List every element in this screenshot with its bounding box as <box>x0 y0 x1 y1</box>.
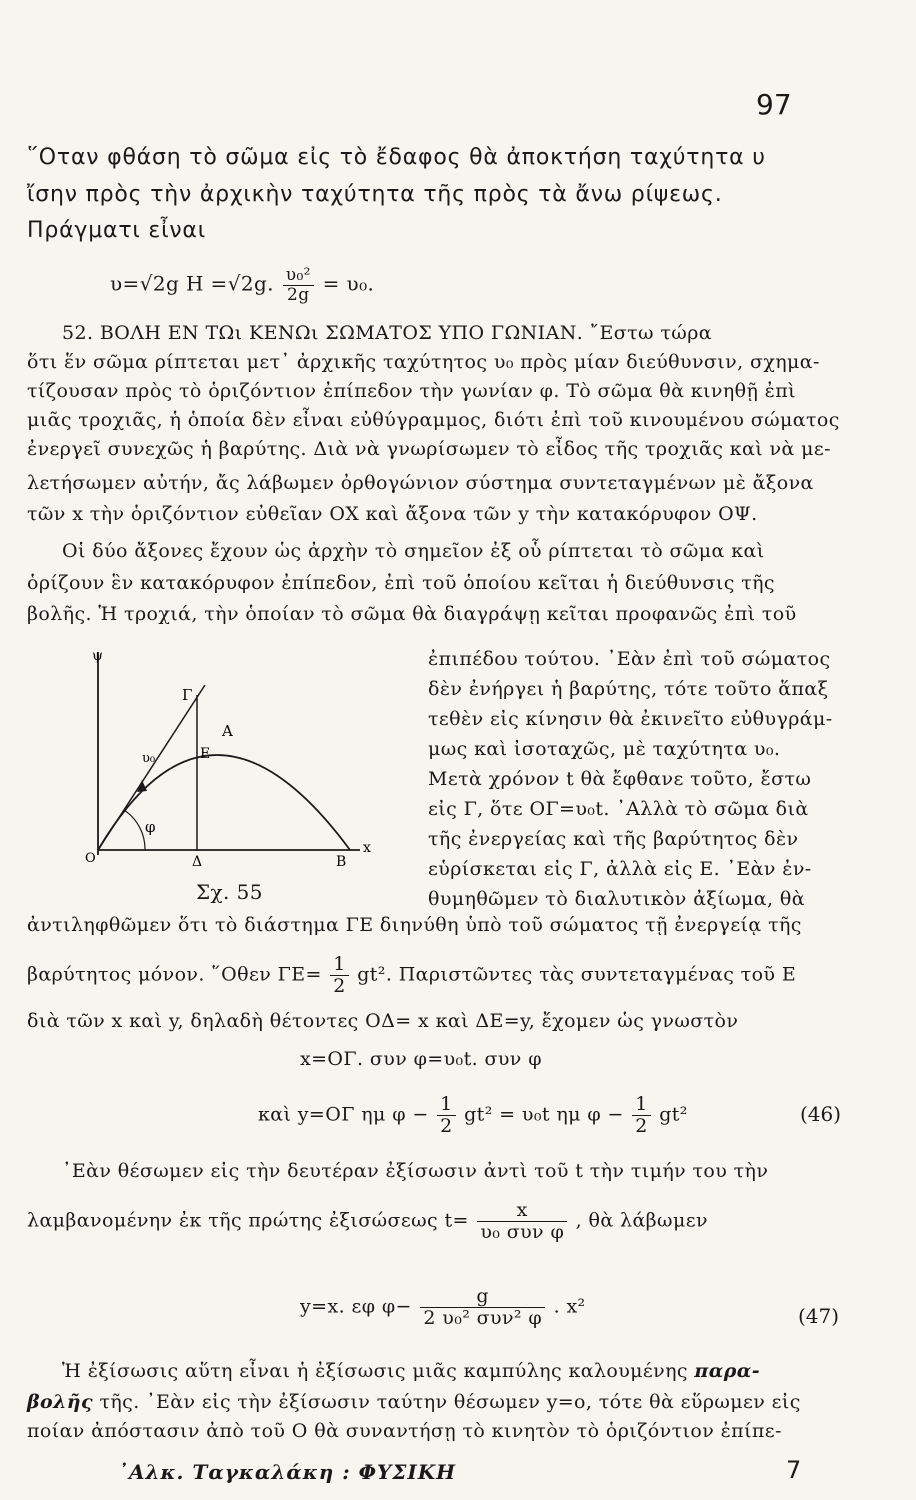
body-line: Ἡ ἐξίσωσις αὕτη εἶναι ἡ ἐξίσωσις μιᾶς καμπύλης καλουμένης παρα- <box>62 1360 761 1382</box>
label-delta: Δ <box>192 854 203 870</box>
intro-line: ῞Οταν φθάση τὸ σῶμα εἰς τὸ ἔδαφος θὰ ἀποκτήση ταχύτητα υ <box>27 145 766 170</box>
side-line: δὲν ἐνήργει ἡ βαρύτης, τότε τοῦτο ἅπαξ <box>428 678 829 700</box>
label-phi: φ <box>145 818 156 836</box>
body-line: ἐνεργεῖ συνεχῶς ἡ βαρύτης. Διὰ νὰ γνωρίσωμεν τὸ εἶδος τῆς τροχιᾶς καὶ νὰ με- <box>27 438 831 460</box>
side-line: Μετὰ χρόνον t θὰ ἔφθανε τοῦτο, ἔστω <box>428 768 812 790</box>
label-y: ψ <box>92 648 103 664</box>
equation-velocity <box>110 266 374 304</box>
section-heading-line: 52. ΒΟΛΗ ΕΝ ΤΩι ΚΕΝΩι ΣΩΜΑΤΟΣ ΥΠΟ ΓΩΝΙΑΝ. ῎Εστω τώρα <box>62 322 712 344</box>
body-line: βολῆς τῆς. ᾿Εὰν εἰς τὴν ἐξίσωσιν ταύτην θέσωμεν y=ο, τότε θὰ εὕρωμεν εἰς <box>27 1391 801 1413</box>
side-line: εὑρίσκεται εἰς Γ, ἀλλὰ εἰς Ε. ᾿Εὰν ἐν- <box>428 858 812 880</box>
eq-gravity-fraction: $\frac{1}{2}$ <box>330 954 349 997</box>
label-v0: υ₀ <box>142 751 156 766</box>
body-line: ὅτι ἕν σῶμα ρίπτεται μετ᾽ ἀρχικῆς ταχύτητος υ₀ πρὸς μίαν διεύθυνσιν, σχημα- <box>27 351 820 373</box>
emph-parabola-2: βολῆς <box>27 1391 93 1413</box>
body-line: ἀντιληφθῶμεν ὅτι τὸ διάστημα ΓΕ διηνύθη ὑπὸ τοῦ σώματος τῇ ἐνεργείᾳ τῆς <box>27 914 802 936</box>
equation-47: y=x. εφ φ− $\frac{g}{\text{2 υ₀² συν² φ}}$ . x² <box>300 1285 586 1329</box>
substitution-line: λαμβανομένην ἐκ τῆς πρώτης ἐξισώσεως t= $\frac{x}{\text{υ₀ συν φ}}$ , θὰ λάβωμεν <box>27 1199 708 1243</box>
body-line: λετήσωμεν αὐτήν, ἄς λάβωμεν ὀρθογώνιον σύστημα συντεταγμένων μὲ ἄξονα <box>27 472 814 494</box>
body-line: τῶν x τὴν ὁριζόντιον εὐθεῖαν ΟΧ καὶ ἄξονα τῶν y τὴν κατακόρυφον ΟΨ. <box>27 503 758 525</box>
side-line: τεθὲν εἰς κίνησιν θὰ ἐκινεῖτο εὐθυγράμ- <box>428 708 833 730</box>
body-line: ᾿Εὰν θέσωμεν εἰς τὴν δευτέραν ἐξίσωσιν ἀντὶ τοῦ t τὴν τιμήν του τὴν <box>62 1160 769 1182</box>
velocity-arrow <box>137 780 147 792</box>
parabola-curve <box>98 755 350 850</box>
side-line: μως καὶ ἰσοταχῶς, μὲ ταχύτητα υ₀. <box>428 738 781 760</box>
eq-velocity-right: = υ₀. <box>322 271 375 296</box>
figure-caption: Σχ. 55 <box>196 880 263 904</box>
body-line: ποίαν ἀπόστασιν ἀπὸ τοῦ Ο θὰ συναντήσῃ τὸ κινητὸν τὸ ὁριζόντιον ἐπίπε- <box>27 1420 782 1442</box>
eq46-fraction-1: $\frac{1}{2}$ <box>437 1094 456 1137</box>
body-line: βολῆς. Ἡ τροχιά, τὴν ὁποίαν τὸ σῶμα θὰ διαγράψῃ κεῖται προφανῶς ἐπὶ τοῦ <box>27 603 797 625</box>
equation-gravity-line <box>27 954 796 997</box>
intro-line: Πράγματι εἶναι <box>27 218 206 243</box>
eq-gravity-prefix: βαρύτητος μόνον. ῞Οθεν ΓΕ= <box>27 963 322 986</box>
equation-46: καὶ y=ΟΓ ημ φ − $\frac{1}{2}$ gt² = υ₀t ημ φ − $\frac{1}{2}$ gt² <box>258 1093 688 1137</box>
figure-trajectory <box>70 640 390 910</box>
eq-gravity-suffix: gt². Παριστῶντες τὰς συντεταγμένας τοῦ Ε <box>357 963 797 986</box>
label-A: Α <box>222 722 233 740</box>
equation-number-46: (46) <box>800 1102 842 1126</box>
body-line: διὰ τῶν x καὶ y, δηλαδὴ θέτοντες ΟΔ= x καὶ ΔΕ=y, ἔχομεν ὡς γνωστὸν <box>27 1010 739 1032</box>
subst-fraction: $\frac{x}{\text{υ₀ συν φ}}$ <box>477 1200 567 1243</box>
side-line: ἐπιπέδου τούτου. ᾿Εὰν ἐπὶ τοῦ σώματος <box>428 648 831 670</box>
body-line: μιᾶς τροχιᾶς, ἡ ὁποία δὲν εἶναι εὐθύγραμμος, διότι ἐπὶ τοῦ κινουμένου σώματος <box>27 409 840 431</box>
angle-arc <box>124 810 145 850</box>
side-line: εἰς Γ, ὅτε ΟΓ=υ₀t. ᾿Αλλὰ τὸ σῶμα διὰ <box>428 798 809 820</box>
label-O: Ο <box>85 851 96 866</box>
eq47-fraction: $\frac{g}{\text{2 υ₀² συν² φ}}$ <box>420 1286 545 1329</box>
side-line: θυμηθῶμεν τὸ διαλυτικὸν ἀξίωμα, θὰ <box>428 888 805 910</box>
footer-signature-number: 7 <box>786 1456 802 1484</box>
label-x: x <box>363 840 371 856</box>
eq-velocity-left: υ=√2g H =√2g. <box>110 271 274 296</box>
equation-number-47: (47) <box>798 1304 840 1328</box>
emph-parabola-1: παρα- <box>694 1360 761 1382</box>
page-number: 97 <box>756 88 792 121</box>
side-line: τῆς ἐνεργείας καὶ τῆς βαρύτητος δὲν <box>428 828 799 850</box>
eq46-fraction-2: $\frac{1}{2}$ <box>632 1094 651 1137</box>
footer-author-title: ᾿Αλκ. Ταγκαλάκη : ΦΥΣΙΚΗ <box>118 1460 457 1484</box>
eq-velocity-fraction: $\frac{\text{υ₀²}}{2g}$ <box>283 266 314 304</box>
body-line: Οἱ δύο ἄξονες ἔχουν ὡς ἀρχὴν τὸ σημεῖον ἐξ οὗ ρίπτεται τὸ σῶμα καὶ <box>62 540 765 562</box>
label-E: Ε <box>200 746 211 762</box>
intro-line: ἴσην πρὸς τὴν ἀρχικὴν ταχύτητα τῆς πρὸς τὰ ἄνω ρίψεως. <box>27 182 723 207</box>
label-B: Β <box>336 854 347 870</box>
equation-x: x=ΟΓ. συν φ=υ₀t. συν φ <box>300 1048 542 1070</box>
body-line: ὁρίζουν ἓν κατακόρυφον ἐπίπεδον, ἐπὶ τοῦ ὁποίου κεῖται ἡ διεύθυνσις τῆς <box>27 572 775 594</box>
label-gamma: Γ <box>182 686 193 704</box>
body-line: τίζουσαν πρὸς τὸ ὁριζόντιον ἐπίπεδον τὴν γωνίαν φ. Τὸ σῶμα θὰ κινηθῇ ἐπὶ <box>27 380 797 402</box>
